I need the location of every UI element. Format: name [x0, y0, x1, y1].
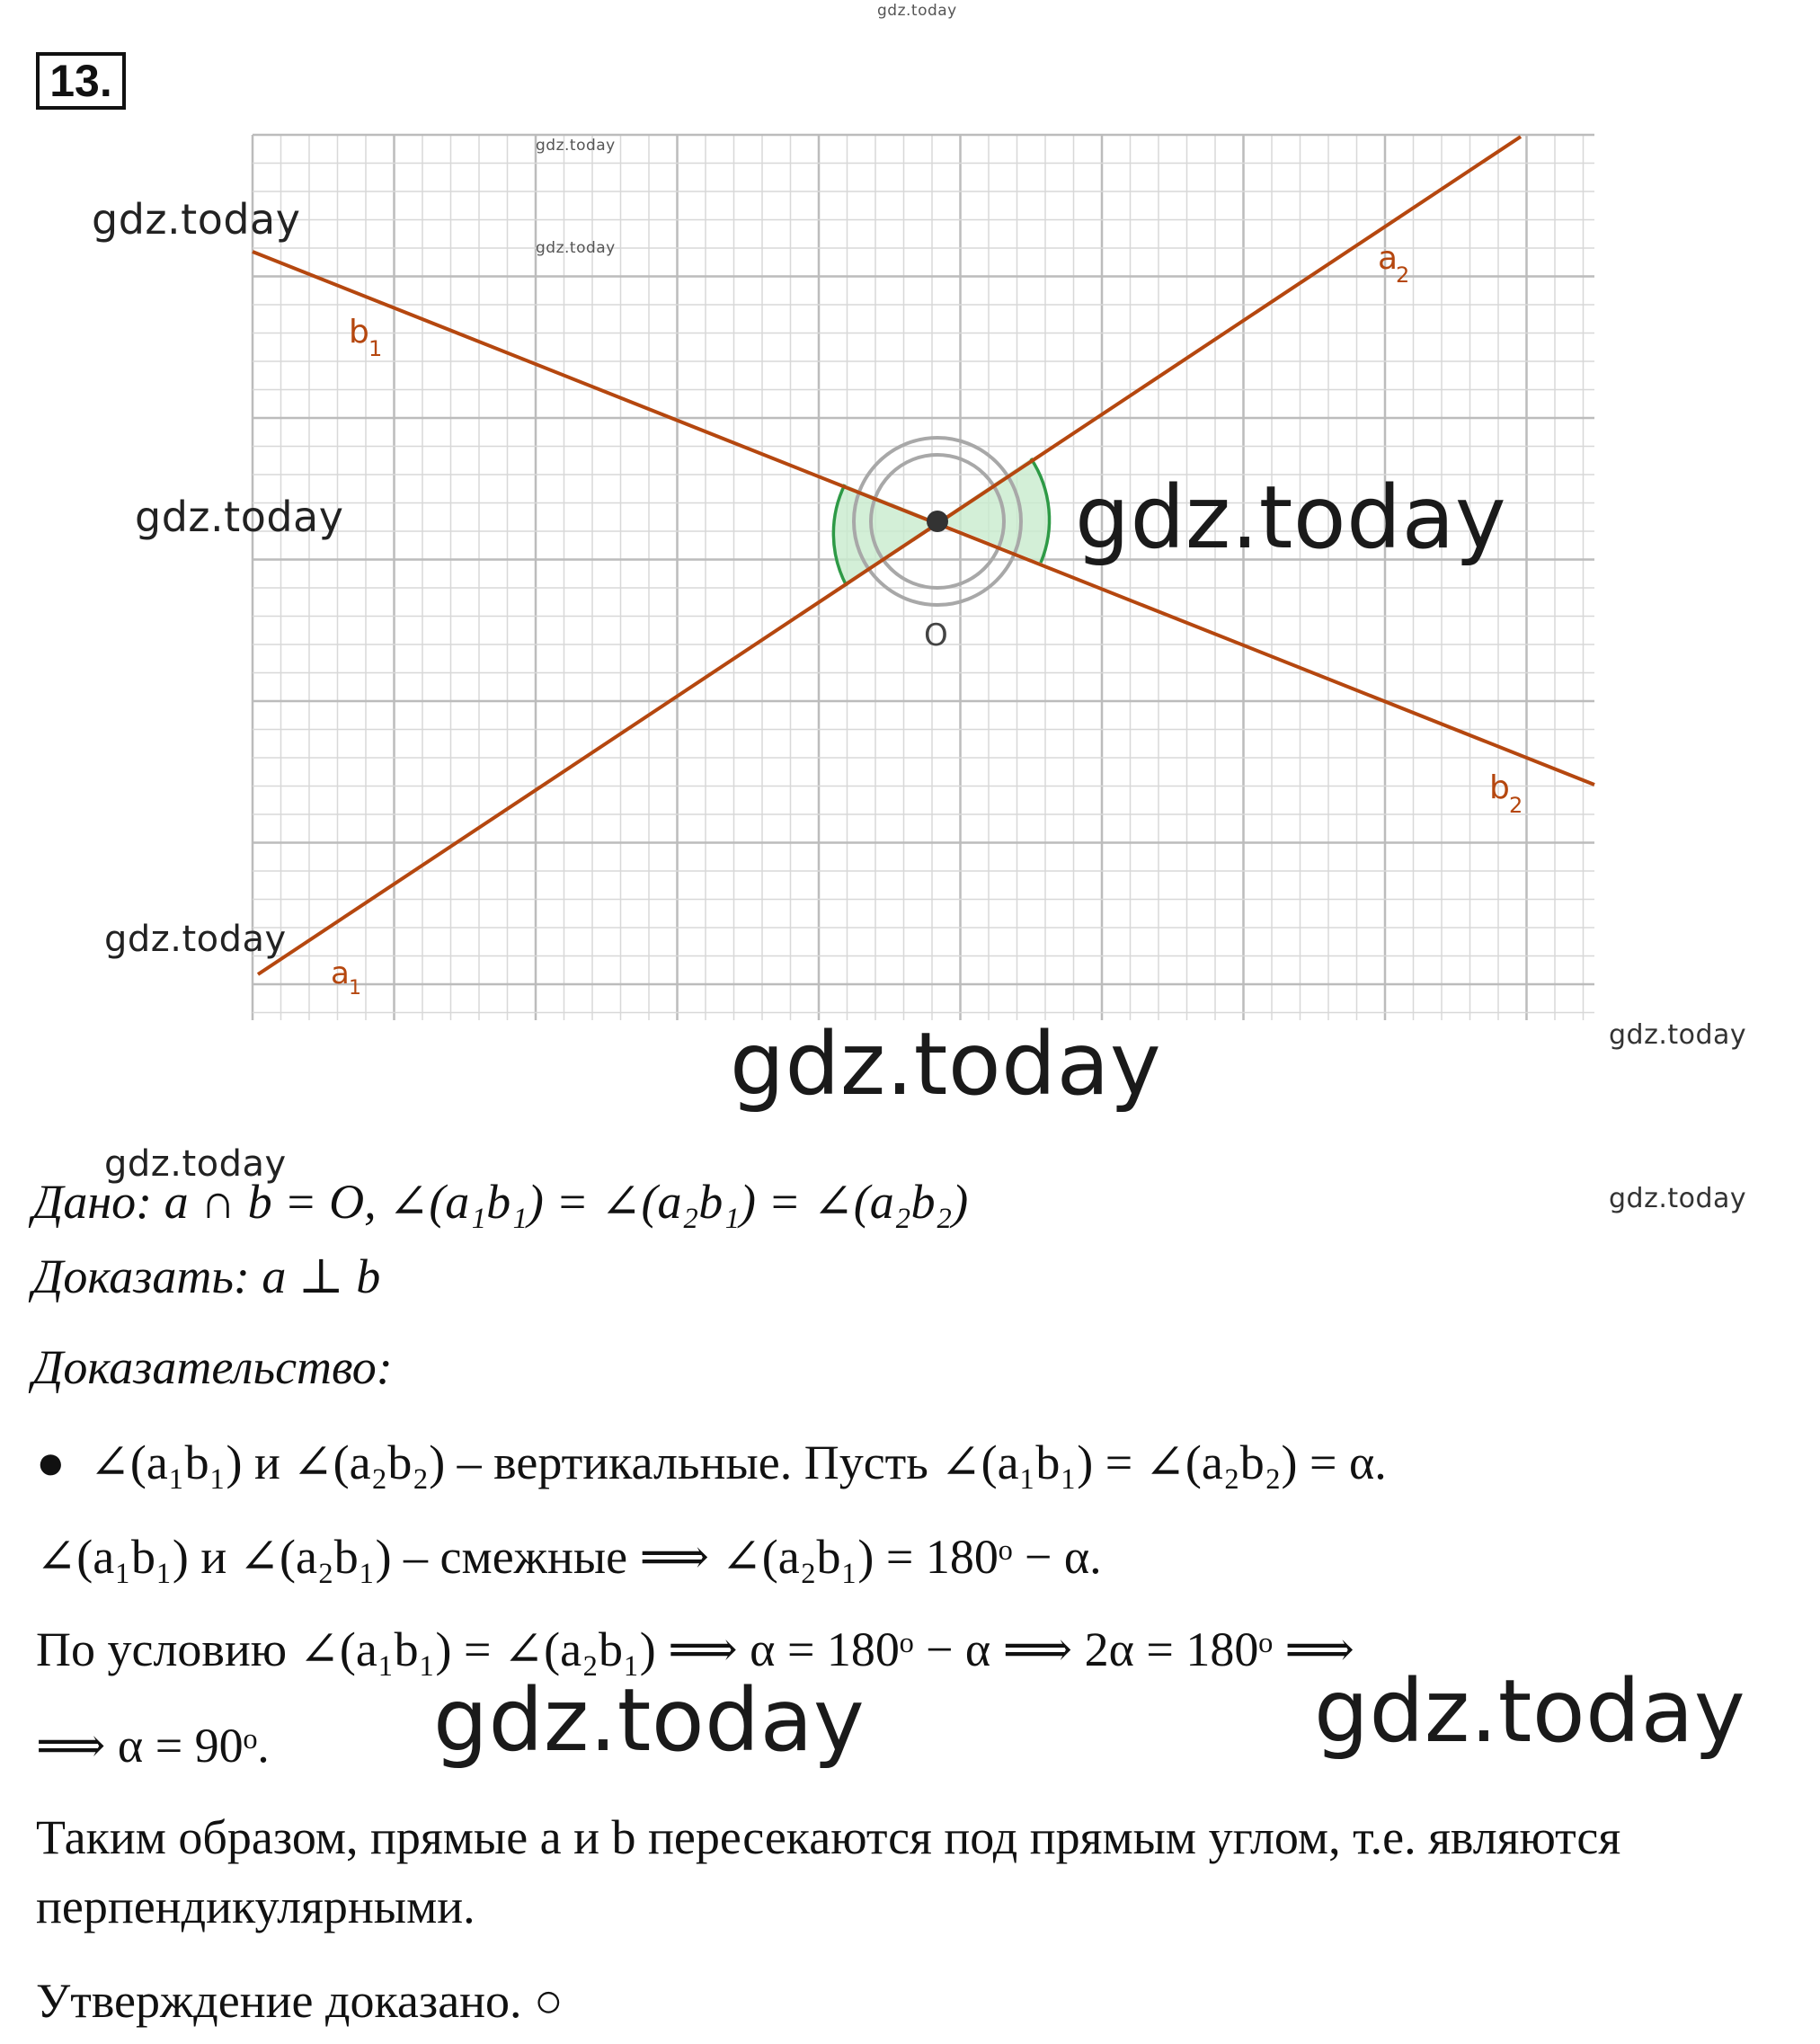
label-a2: [1378, 240, 1409, 288]
watermark-grid-1: gdz.today: [536, 137, 616, 155]
watermark-proof-2: gdz.today: [1314, 1661, 1746, 1762]
watermark-grid-2: gdz.today: [536, 239, 616, 257]
svg-text:2: 2: [1396, 262, 1410, 288]
proof-heading: Доказательство:: [32, 1340, 393, 1394]
watermark-proof-1: gdz.today: [433, 1670, 866, 1771]
conclusion-line-2: перпендикулярными.: [36, 1880, 475, 1933]
given-line: [32, 1173, 968, 1230]
watermark-right-1: gdz.today: [1609, 1019, 1747, 1051]
bullet: ●: [36, 1435, 66, 1489]
prove-expression: : a ⊥ b: [233, 1249, 381, 1303]
svg-text:a: a: [331, 955, 350, 991]
point-o: [927, 511, 948, 532]
watermark-under-grid: gdz.today: [730, 1014, 1162, 1115]
given-label: Дано: [32, 1175, 137, 1229]
watermark-left-lower: gdz.today: [104, 919, 287, 960]
label-b2: [1489, 769, 1523, 818]
svg-text:b: b: [1489, 769, 1510, 806]
proof-line-2: ∠(a₁b₁) и ∠(a₂b₁) – смежные ⟹ ∠(a₂b₁) = 180ᵒ − α.: [36, 1530, 1102, 1584]
proof-line-1-text: ∠(a₁b₁) и ∠(a₂b₂) – вертикальные. Пусть ∠(a₁b₁) = ∠(a₂b₂) = α.: [89, 1435, 1387, 1489]
label-o: O: [924, 618, 948, 653]
given-expression: : a ∩ b = O, ∠(a₁b₁) = ∠(a₂b₁) = ∠(a₂b₂): [136, 1175, 969, 1229]
svg-text:1: 1: [368, 336, 383, 361]
svg-text:b: b: [349, 314, 369, 351]
task-number: 13.: [36, 52, 126, 110]
proof-line-4: ⟹ α = 90ᵒ.: [36, 1719, 270, 1773]
prove-line: [32, 1248, 380, 1304]
final-statement: Утверждение доказано. ○: [36, 1974, 564, 2028]
proof-line-1: [36, 1434, 1387, 1490]
proof-line-3: По условию ∠(a₁b₁) = ∠(a₂b₁) ⟹ α = 180ᵒ − α ⟹ 2α = 180ᵒ ⟹: [36, 1622, 1354, 1676]
watermark-left-middle: gdz.today: [135, 493, 344, 541]
svg-text:1: 1: [349, 977, 361, 1000]
watermark-right-2: gdz.today: [1609, 1183, 1747, 1214]
prove-label: Доказать: [32, 1249, 234, 1303]
watermark-above-given: gdz.today: [104, 1143, 287, 1185]
svg-text:a: a: [1378, 240, 1398, 277]
watermark-left-upper: gdz.today: [92, 195, 301, 244]
svg-text:2: 2: [1509, 793, 1523, 818]
conclusion-line-1: Таким образом, прямые a и b пересекаются под прямым углом, т.е. являются: [36, 1810, 1621, 1864]
watermark-grid-right: gdz.today: [1075, 467, 1507, 568]
watermark-top: gdz.today: [877, 2, 957, 20]
label-a1: [331, 955, 361, 1000]
